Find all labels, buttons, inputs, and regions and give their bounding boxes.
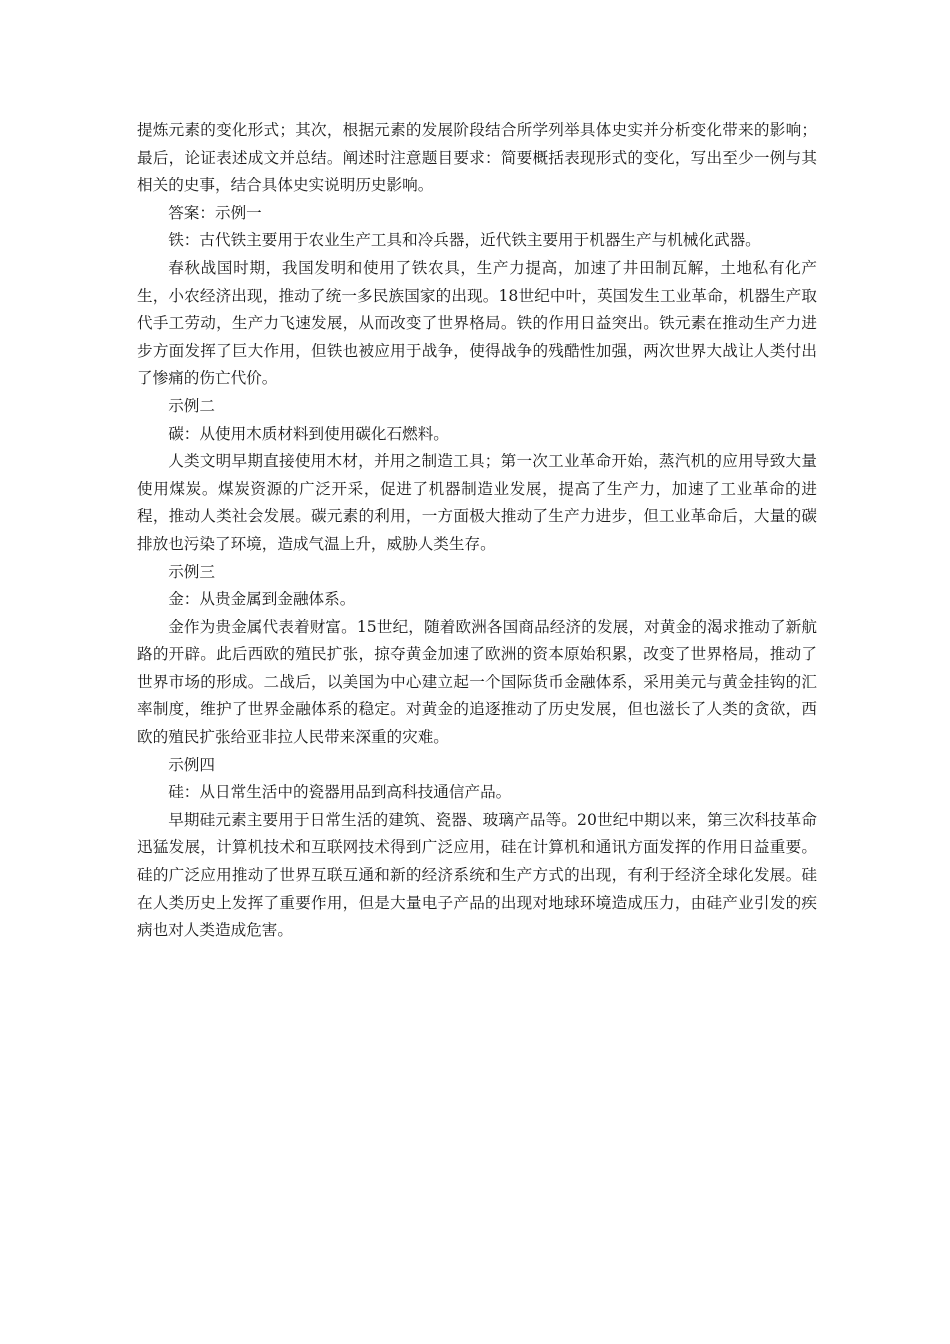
paragraph-gold-summary: 金：从贵金属到金融体系。 — [168, 590, 356, 609]
paragraph-iron-summary: 铁：古代铁主要用于农业生产工具和冷兵器，近代铁主要用于机器生产与机械化武器。 — [168, 231, 761, 250]
paragraph-example-3-heading: 示例三 — [168, 562, 215, 581]
paragraph-answer-example-1-heading: 答案：示例一 — [168, 203, 262, 222]
paragraph-gold-detail: 金作为贵金属代表着财富。15世纪，随着欧洲各国商品经济的发展，对黄金的渴求推动了新航路的开辟。此后西欧的殖民扩张，掠夺黄金加速了欧洲的资本原始积累，改变了世界格局，推动了世界市场的形成。二战后，以美国为中心建立起一个国际货币金融体系，采用美元与黄金挂钩的汇率制度，维护了世界金融体系的稳定。对黄金的追逐推动了历史发展，但也滋长了人类的贪欲，西欧的殖民扩张给亚非拉人民带来深重的灾难。 — [137, 617, 817, 747]
paragraph-example-4-heading: 示例四 — [168, 755, 215, 774]
paragraph-carbon-detail: 人类文明早期直接使用木材，并用之制造工具；第一次工业革命开始，蒸汽机的应用导致大量使用煤炭。煤炭资源的广泛开采，促进了机器制造业发展，提高了生产力，加速了工业革命的进程，推动人类社会发展。碳元素的利用，一方面极大推动了生产力进步，但工业革命后，大量的碳排放也污染了环境，造成气温上升，威胁人类生存。 — [137, 452, 817, 553]
paragraph-example-2-heading: 示例二 — [168, 396, 215, 415]
paragraph-iron-detail: 春秋战国时期，我国发明和使用了铁农具，生产力提高，加速了井田制瓦解，土地私有化产生，小农经济出现，推动了统一多民族国家的出现。18世纪中叶，英国发生工业革命，机器生产取代手工劳动，生产力飞速发展，从而改变了世界格局。铁的作用日益突出。铁元素在推动生产力进步方面发挥了巨大作用，但铁也被应用于战争，使得战争的残酷性加强，两次世界大战让人类付出了惨痛的伤亡代价。 — [137, 258, 817, 388]
paragraph-silicon-summary: 硅：从日常生活中的瓷器用品到高科技通信产品。 — [168, 783, 512, 802]
paragraph-carbon-summary: 碳：从使用木质材料到使用碳化石燃料。 — [168, 424, 449, 443]
paragraph-intro: 提炼元素的变化形式；其次，根据元素的发展阶段结合所学列举具体史实并分析变化带来的影响；最后，论证表述成文并总结。阐述时注意题目要求：简要概括表现形式的变化，写出至少一例与其相关的史事，结合具体史实说明历史影响。 — [137, 121, 817, 195]
document-body — [137, 117, 817, 945]
paragraph-silicon-detail: 早期硅元素主要用于日常生活的建筑、瓷器、玻璃产品等。20世纪中期以来，第三次科技革命迅猛发展，计算机技术和互联网技术得到广泛应用，硅在计算机和通讯方面发挥的作用日益重要。硅的广泛应用推动了世界互联互通和新的经济系统和生产方式的出现，有利于经济全球化发展。硅在人类历史上发挥了重要作用，但是大量电子产品的出现对地球环境造成压力，由硅产业引发的疾病也对人类造成危害。 — [137, 810, 817, 940]
